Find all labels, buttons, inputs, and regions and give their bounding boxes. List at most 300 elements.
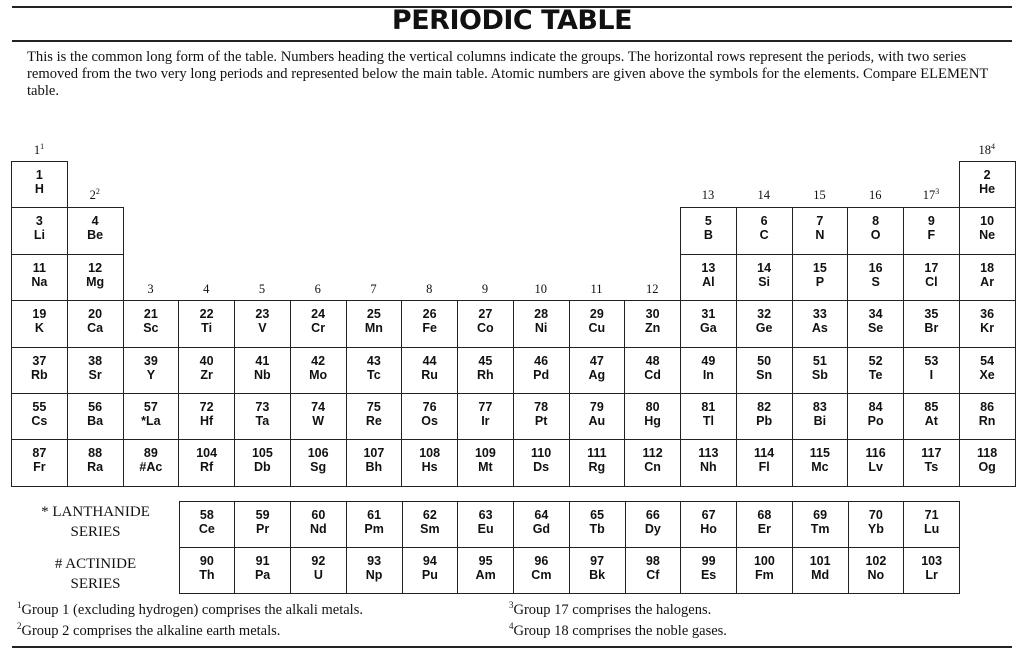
atomic-number: 19 [32,307,47,322]
atomic-number: 115 [809,446,830,461]
element-symbol: P [815,274,825,289]
group-number: 4 [203,282,210,296]
element-symbol: Pa [254,568,271,582]
element-symbol: Na [31,274,48,289]
footnote-mark: 4 [509,621,514,632]
element-cell [11,439,68,486]
atomic-number: 8 [872,214,880,229]
footnote-mark: 1 [17,600,22,611]
element-cell [346,439,403,486]
element-symbol: Si [758,274,771,289]
element-symbol: Md [811,568,830,582]
atomic-number: 51 [812,353,827,368]
element-cell [903,254,960,301]
footnote-mark: 2 [17,621,22,632]
element-symbol: Re [365,414,382,428]
atomic-number: 88 [88,446,103,461]
element-symbol: Pt [534,414,548,428]
atomic-number: 102 [865,554,887,568]
group-number: 5 [258,282,266,296]
element-symbol: Ti [201,321,213,336]
element-symbol: Ts [924,460,939,475]
atomic-number: 71 [924,508,939,522]
element-cell [346,347,403,394]
atomic-number: 98 [645,554,660,568]
atomic-number: 29 [589,307,604,322]
element-symbol: I [929,367,934,382]
atomic-number: 81 [701,400,716,414]
element-symbol: Mo [309,367,328,382]
atomic-number: 101 [809,554,831,568]
element-symbol: K [34,321,44,336]
atomic-number: 80 [645,400,660,414]
atomic-number: 62 [422,508,437,522]
element-symbol: Sb [811,367,828,382]
atomic-number: 40 [199,353,214,368]
element-symbol: Kr [980,321,995,336]
element-cell [792,254,849,301]
atomic-number: 27 [478,307,493,322]
atomic-number: 28 [534,307,549,322]
element-cell [290,439,347,486]
atomic-number: 9 [927,214,935,229]
atomic-number: 118 [977,446,998,461]
element-symbol: Fm [755,568,774,582]
element-symbol: Yb [867,522,884,536]
element-cell [903,393,960,440]
element-cell [847,347,904,394]
element-cell [67,393,124,440]
actinide-cell [234,547,291,594]
group-number: 17 [922,188,936,202]
atomic-number: 41 [255,353,270,368]
lanthanide-cell [569,501,626,548]
element-cell [959,347,1016,394]
actinide-cell [680,547,737,594]
atomic-number: 17 [924,260,939,275]
footnote-1 [17,602,363,619]
element-cell [123,393,180,440]
atomic-number: 83 [812,400,827,414]
element-cell [11,161,68,208]
footnote-2 [17,623,280,640]
atomic-number: 76 [422,400,437,414]
element-symbol: Nh [700,460,717,475]
element-cell [792,393,849,440]
element-cell [513,300,570,347]
actinide-cell [848,547,905,594]
element-cell [680,439,737,486]
atomic-number: 75 [366,400,381,414]
element-symbol: As [811,321,828,336]
actinide-cell [903,547,960,594]
element-cell [457,300,514,347]
element-cell [569,439,626,486]
atomic-number: 6 [760,214,768,229]
element-cell [959,439,1016,486]
lanthanide-cell [736,501,793,548]
atomic-number: 58 [199,508,214,522]
bottom-rule [12,646,1012,648]
element-symbol: Bh [365,460,383,475]
element-cell [680,347,737,394]
element-cell [11,347,68,394]
element-symbol: F [927,228,936,243]
element-symbol: In [702,367,714,382]
group-footnote-mark: 3 [935,186,940,196]
element-cell [847,439,904,486]
footnote-text: Group 2 comprises the alkaline earth metals. [21,623,281,639]
element-symbol: Ra [87,460,104,475]
atomic-number: 73 [255,400,270,414]
element-symbol: Pb [756,414,773,428]
element-cell [847,207,904,254]
atomic-number: 107 [363,446,385,461]
element-cell [234,439,291,486]
atomic-number: 38 [88,353,103,368]
element-symbol: At [924,414,938,428]
element-symbol: Ta [255,414,270,428]
element-cell [401,300,458,347]
group-label-6 [290,282,346,297]
atomic-number: 54 [980,353,995,368]
atomic-number: 109 [474,446,496,461]
element-cell [736,254,793,301]
element-symbol: Lu [923,522,940,536]
group-label-18 [959,143,1015,158]
atomic-number: 113 [698,446,719,461]
element-cell [67,254,124,301]
element-symbol: Mg [86,274,105,289]
element-symbol: V [258,321,267,336]
group-number: 7 [370,282,377,296]
element-symbol: Be [87,228,104,243]
element-cell [67,439,124,486]
group-number: 10 [534,282,547,296]
atomic-number: 37 [32,353,47,368]
atomic-number: 39 [143,353,158,368]
element-symbol: *La [141,414,161,428]
element-symbol: S [871,274,880,289]
element-symbol: Pm [364,522,384,536]
actinide-cell [179,547,236,594]
element-symbol: Ge [755,321,773,336]
atomic-number: 63 [478,508,493,522]
group-number: 6 [314,282,321,296]
actinide-cell [513,547,570,594]
atomic-number: 4 [91,214,99,229]
group-number: 13 [701,188,715,202]
atomic-number: 21 [143,307,158,322]
group-number: 2 [89,188,96,202]
atomic-number: 68 [757,508,772,522]
atomic-number: 23 [255,307,270,322]
element-symbol: Hf [200,414,214,428]
atomic-number: 91 [255,554,270,568]
atomic-number: 18 [980,260,995,275]
atomic-number: 12 [88,260,103,275]
element-cell [178,439,235,486]
element-symbol: Ga [700,321,717,336]
lanthanide-series-label [18,502,173,542]
element-symbol: Tb [589,522,605,536]
element-cell [903,439,960,486]
element-cell [736,393,793,440]
element-cell [903,207,960,254]
atomic-number: 106 [307,446,329,461]
element-cell [847,254,904,301]
element-cell [736,300,793,347]
lanthanide-cell [346,501,403,548]
element-symbol: Al [702,274,715,289]
atomic-number: 55 [32,400,47,414]
element-symbol: Tm [810,522,830,536]
atomic-number: 74 [311,400,326,414]
element-symbol: Au [588,414,606,428]
atomic-number: 44 [422,353,437,368]
group-label-17 [903,188,959,203]
element-symbol: Db [254,460,271,475]
element-cell [959,161,1016,208]
element-symbol: Ar [980,274,995,289]
element-symbol: Fe [422,321,437,336]
element-cell [792,207,849,254]
element-symbol: Nd [310,522,327,536]
element-symbol: H [34,182,44,196]
atomic-number: 11 [32,260,46,275]
element-symbol: Bk [589,568,606,582]
element-symbol: N [815,228,825,243]
element-symbol: Ho [700,522,717,536]
element-cell [736,347,793,394]
element-symbol: Rn [978,414,996,428]
element-symbol: Ca [87,321,104,336]
atomic-number: 110 [531,446,552,461]
lanthanide-cell [792,501,849,548]
element-cell [234,393,291,440]
group-number: 9 [481,282,489,296]
element-symbol: Og [978,460,996,475]
element-symbol: Po [867,414,884,428]
element-symbol: Ds [533,460,550,475]
atomic-number: 24 [311,307,326,322]
atomic-number: 85 [924,400,939,414]
element-cell [67,207,124,254]
group-label-14 [736,188,792,203]
atomic-number: 105 [251,446,273,461]
actinide-label-line1: # ACTINIDE [54,556,137,572]
atomic-number: 25 [366,307,381,322]
element-symbol: Rf [200,460,214,475]
atomic-number: 35 [924,307,939,322]
element-symbol: Pu [421,568,438,582]
element-symbol: Tl [702,414,714,428]
lanthanide-cell [179,501,236,548]
element-symbol: Hg [644,414,661,428]
element-cell [569,393,626,440]
intro-paragraph: This is the common long form of the table. Numbers heading the vertical columns indicate the groups. The horizontal rows represent the periods, with two series removed from the two very long periods and represented below the main table. Atomic numbers are given above the symbols for the elements. Compare ELEMENT table. [27,49,989,99]
atomic-number: 82 [757,400,772,414]
element-symbol: Ne [979,228,996,243]
element-symbol: Cl [925,274,938,289]
element-symbol: Cu [588,321,606,336]
group-label-3 [123,282,179,297]
lanthanide-cell [625,501,682,548]
element-symbol: Sn [756,367,773,382]
footnote-text: Group 17 comprises the halogens. [513,602,712,618]
page-title: PERIODIC TABLE [391,5,633,36]
element-symbol: Zr [200,367,213,382]
atomic-number: 22 [199,307,214,322]
element-symbol: Sg [310,460,327,475]
footnote-text: Group 18 comprises the noble gases. [513,623,727,639]
element-cell [680,300,737,347]
element-symbol: Tc [367,367,381,382]
element-cell [903,300,960,347]
lanthanide-cell [680,501,737,548]
element-symbol: Dy [644,522,661,536]
element-symbol: Pd [533,367,550,382]
element-cell [736,439,793,486]
element-cell [847,393,904,440]
atomic-number: 67 [701,508,716,522]
actinide-cell [625,547,682,594]
element-symbol: Sm [420,522,440,536]
element-symbol: Lv [868,460,883,475]
element-cell [792,347,849,394]
element-cell [624,393,681,440]
group-number: 18 [978,143,991,157]
actinide-cell [569,547,626,594]
footnote-3 [509,602,711,619]
element-symbol: Pr [256,522,270,536]
element-symbol: Ir [481,414,490,428]
element-symbol: U [313,568,323,582]
element-symbol: Cf [646,568,660,582]
element-cell [513,439,570,486]
element-cell [67,347,124,394]
group-label-5 [234,282,290,297]
element-cell [11,254,68,301]
atomic-number: 52 [868,353,883,368]
atomic-number: 45 [478,353,493,368]
group-label-11 [569,282,625,297]
group-label-16 [847,188,903,203]
element-cell [11,393,68,440]
atomic-number: 31 [701,307,716,322]
atomic-number: 89 [143,446,158,461]
element-cell [178,393,235,440]
element-cell [624,439,681,486]
atomic-number: 99 [701,554,716,568]
atomic-number: 36 [980,307,995,322]
group-footnote-mark: 4 [991,141,995,151]
element-cell [11,207,68,254]
group-number: 11 [590,282,603,296]
element-symbol: C [759,228,769,243]
atomic-number: 114 [754,446,775,461]
atomic-number: 79 [589,400,604,414]
atomic-number: 64 [534,508,549,522]
group-label-13 [680,188,736,203]
element-cell [346,393,403,440]
atomic-number: 57 [143,400,158,414]
element-symbol: Ce [198,522,215,536]
element-symbol: B [703,228,713,243]
group-footnote-mark: 1 [40,141,45,151]
element-cell [569,347,626,394]
element-cell [959,300,1016,347]
atomic-number: 84 [868,400,883,414]
atomic-number: 103 [921,554,943,568]
element-cell [792,300,849,347]
actinide-label-line2: SERIES [70,576,121,592]
atomic-number: 70 [868,508,883,522]
element-symbol: Nb [254,367,271,382]
element-symbol: Os [421,414,438,428]
atomic-number: 93 [367,554,382,568]
element-cell [792,439,849,486]
element-cell [624,300,681,347]
element-cell [290,393,347,440]
element-cell [401,347,458,394]
group-label-12 [624,282,680,297]
group-number: 3 [147,282,154,296]
atomic-number: 90 [199,554,214,568]
group-number: 16 [869,188,882,202]
element-symbol: Mt [478,460,493,475]
atomic-number: 33 [812,307,827,322]
element-cell [290,300,347,347]
lanthanide-cell [903,501,960,548]
element-symbol: Cn [644,460,661,475]
element-cell [67,300,124,347]
group-number: 8 [426,282,433,296]
atomic-number: 59 [255,508,270,522]
element-symbol: No [867,568,885,582]
element-cell [234,347,291,394]
atomic-number: 97 [590,554,605,568]
lanthanide-cell [513,501,570,548]
group-number: 14 [757,188,770,202]
group-number: 12 [646,282,659,296]
atomic-number: 7 [816,214,824,229]
element-cell [178,347,235,394]
atomic-number: 49 [701,353,716,368]
atomic-number: 42 [311,353,326,368]
element-cell [847,300,904,347]
element-symbol: Ru [421,367,438,382]
element-symbol: Zn [644,321,661,336]
atomic-number: 104 [196,446,218,461]
element-cell [624,347,681,394]
group-label-1 [11,143,67,158]
element-symbol: Fr [33,460,46,475]
atomic-number: 47 [589,353,604,368]
atomic-number: 48 [645,353,660,368]
atomic-number: 72 [199,400,214,414]
lanthanide-cell [234,501,291,548]
atomic-number: 30 [645,307,660,322]
group-number: 15 [813,188,826,202]
atomic-number: 96 [534,554,549,568]
atomic-number: 92 [311,554,326,568]
atomic-number: 69 [813,508,828,522]
element-symbol: Rb [31,367,48,382]
element-cell [457,439,514,486]
element-cell [346,300,403,347]
element-cell [234,300,291,347]
